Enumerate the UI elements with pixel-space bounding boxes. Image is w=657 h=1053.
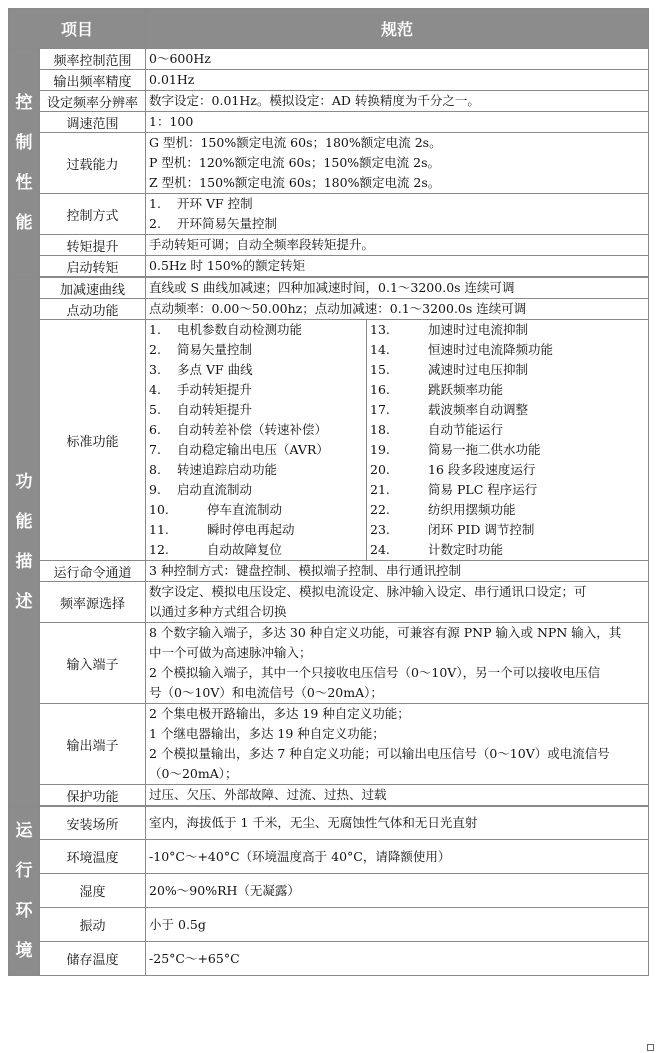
row-value: 1：100 <box>146 112 649 133</box>
line: 2 个模拟量输出，多达 7 种自定义功能；可以输出电压信号（0～10V）或电流信号 <box>149 746 610 761</box>
row-run-cmd <box>9 561 649 582</box>
item-number: 13. <box>370 322 390 337</box>
list-item <box>370 540 645 560</box>
list-item <box>370 320 645 340</box>
row-value <box>146 320 649 561</box>
group-char: 环 <box>15 901 33 921</box>
row-input-terminal <box>9 623 649 704</box>
row-label: 环境温度 <box>40 840 146 874</box>
item-number: 23. <box>370 522 390 537</box>
row-label: 运行命令通道 <box>40 561 146 582</box>
item-number: 6. <box>149 422 161 437</box>
row-output-terminal <box>9 704 649 785</box>
row-out-precision <box>9 70 649 91</box>
item-number: 12. <box>149 542 169 557</box>
item-text: 多点 VF 曲线 <box>177 362 253 377</box>
row-accel-curve <box>9 278 649 299</box>
item-text: 启动直流制动 <box>177 482 253 497</box>
item-text: 简易一拖二供水功能 <box>428 442 541 457</box>
row-label: 标准功能 <box>40 320 146 561</box>
group-char: 行 <box>15 861 33 881</box>
group-char: 控 <box>15 93 33 113</box>
item-text: 恒速时过电流降频功能 <box>428 342 554 357</box>
item-text: 自动转差补偿（转速补偿） <box>177 422 328 437</box>
item-number: 24. <box>370 542 390 557</box>
row-label: 输入端子 <box>40 623 146 704</box>
row-value: 0～600Hz <box>146 49 649 70</box>
row-label: 点动功能 <box>40 299 146 320</box>
line: 2 个模拟输入端子，其中一个只接收电压信号（0～10V），另一个可以接收电压信 <box>149 665 601 680</box>
row-freq-source <box>9 582 649 623</box>
list-item <box>149 194 645 214</box>
item-text: 16 段多段速度运行 <box>428 462 536 477</box>
row-protection <box>9 785 649 806</box>
row-label: 振动 <box>40 908 146 942</box>
spec-table <box>8 8 649 976</box>
item-number: 4. <box>149 382 161 397</box>
group-char: 描 <box>15 552 33 572</box>
list-item <box>370 360 645 380</box>
row-value: 20%～90%RH（无凝露） <box>146 874 649 908</box>
item-text: 减速时过电压抑制 <box>428 362 529 377</box>
list-item <box>370 480 645 500</box>
item-text: 计数定时功能 <box>428 542 504 557</box>
line: （0～20mA）； <box>149 766 238 781</box>
row-set-resolution <box>9 91 649 112</box>
list-item <box>149 380 363 400</box>
list-item <box>370 520 645 540</box>
row-label: 输出频率精度 <box>40 70 146 91</box>
item-text: 纺织用摆频功能 <box>428 502 516 517</box>
header-spec: 规范 <box>146 9 649 49</box>
list-item <box>149 420 363 440</box>
group-char: 述 <box>15 592 33 612</box>
row-value <box>146 194 649 235</box>
list-item <box>149 400 363 420</box>
row-install <box>9 807 649 840</box>
item-text: 瞬时停电再起动 <box>207 522 295 537</box>
row-value <box>146 623 649 704</box>
row-value: 手动转矩可调；自动全频率段转矩提升。 <box>146 235 649 256</box>
list-item <box>149 320 363 340</box>
list-item <box>370 440 645 460</box>
item-number: 10. <box>149 502 169 517</box>
item-number: 20. <box>370 462 390 477</box>
header-item: 项目 <box>9 9 146 49</box>
row-value <box>146 133 649 194</box>
item-text: 自动故障复位 <box>207 542 283 557</box>
group-char: 功 <box>15 472 33 492</box>
row-label: 输出端子 <box>40 704 146 785</box>
line: 8 个数字输入端子，多达 30 种自定义功能，可兼容有源 PNP 输入或 NPN 输入，其 <box>149 625 622 640</box>
group-environment <box>9 807 40 976</box>
item-number: 11. <box>149 522 169 537</box>
row-value: 数字设定：0.01Hz。模拟设定：AD 转换精度为千分之一。 <box>146 91 649 112</box>
row-value: 小于 0.5g <box>146 908 649 942</box>
list-item <box>149 214 645 234</box>
line: 2 个集电极开路输出，多达 19 种自定义功能； <box>149 706 410 721</box>
item-number: 16. <box>370 382 390 397</box>
row-torque-boost <box>9 235 649 256</box>
row-value: 点动频率：0.00～50.00hz；点动加减速：0.1～3200.0s 连续可调 <box>146 299 649 320</box>
item-number: 18. <box>370 422 390 437</box>
list-item <box>149 460 363 480</box>
list-item <box>149 520 363 540</box>
item-number: 5. <box>149 402 161 417</box>
list-item <box>149 340 363 360</box>
item-text: 闭环 PID 调节控制 <box>428 522 535 537</box>
line: 号（0～10V）和电流信号（0～20mA）； <box>149 685 383 700</box>
item-text: 载波频率自动调整 <box>428 402 529 417</box>
item-number: 2. <box>149 216 161 231</box>
list-item <box>370 460 645 480</box>
list-item <box>149 360 363 380</box>
row-storage <box>9 942 649 976</box>
item-text: 加速时过电流抑制 <box>428 322 529 337</box>
list-item <box>370 400 645 420</box>
row-label: 控制方式 <box>40 194 146 235</box>
row-label: 过载能力 <box>40 133 146 194</box>
group-char: 能 <box>15 213 33 233</box>
row-label: 保护功能 <box>40 785 146 806</box>
list-item <box>149 440 363 460</box>
row-label: 储存温度 <box>40 942 146 976</box>
row-control-mode <box>9 194 649 235</box>
group-function <box>9 278 40 807</box>
row-temperature <box>9 840 649 874</box>
item-number: 1. <box>149 196 161 211</box>
item-number: 15. <box>370 362 390 377</box>
line: 以通过多种方式组合切换 <box>149 604 287 619</box>
item-number: 19. <box>370 442 390 457</box>
item-text: 电机参数自动检测功能 <box>177 322 303 337</box>
row-value: -10°C～+40°C（环境温度高于 40°C，请降额使用） <box>146 840 649 874</box>
row-humidity <box>9 874 649 908</box>
row-vibration <box>9 908 649 942</box>
standard-left-column <box>146 320 367 560</box>
row-value: 直线或 S 曲线加减速；四种加减速时间，0.1～3200.0s 连续可调 <box>146 278 649 299</box>
group-char: 境 <box>15 941 33 961</box>
group-control <box>9 49 40 278</box>
row-label: 湿度 <box>40 874 146 908</box>
item-text: 自动节能运行 <box>428 422 504 437</box>
line: 中一个可做为高速脉冲输入； <box>149 645 312 660</box>
item-text: 停车直流制动 <box>207 502 283 517</box>
standard-functions-table <box>146 320 648 560</box>
list-item <box>149 540 363 560</box>
item-text: 开环 VF 控制 <box>177 196 253 211</box>
list-item <box>370 340 645 360</box>
line: 数字设定、模拟电压设定、模拟电流设定、脉冲输入设定、串行通讯口设定；可 <box>149 584 587 599</box>
row-label: 设定频率分辨率 <box>40 91 146 112</box>
row-label: 启动转矩 <box>40 256 146 277</box>
line: G 型机：150%额定电流 60s；180%额定电流 2s。 <box>149 135 442 150</box>
row-value: 室内，海拔低于 1 千米，无尘、无腐蚀性气体和无日光直射 <box>146 807 649 840</box>
item-text: 自动转矩提升 <box>177 402 253 417</box>
row-speed-range <box>9 112 649 133</box>
row-value: 0.01Hz <box>146 70 649 91</box>
row-label: 调速范围 <box>40 112 146 133</box>
row-label: 加减速曲线 <box>40 278 146 299</box>
resize-handle[interactable] <box>647 1044 654 1051</box>
item-text: 手动转矩提升 <box>177 382 253 397</box>
item-text: 跳跃频率功能 <box>428 382 504 397</box>
group-char: 性 <box>15 173 33 193</box>
item-number: 3. <box>149 362 161 377</box>
row-label: 频率控制范围 <box>40 49 146 70</box>
row-jog <box>9 299 649 320</box>
line: 1 个继电器输出，多达 19 种自定义功能； <box>149 726 385 741</box>
row-freq-range <box>9 49 649 70</box>
row-value <box>146 582 649 623</box>
row-label: 安装场所 <box>40 807 146 840</box>
item-number: 1. <box>149 322 161 337</box>
item-number: 9. <box>149 482 161 497</box>
item-number: 7. <box>149 442 161 457</box>
row-label: 转矩提升 <box>40 235 146 256</box>
item-number: 14. <box>370 342 390 357</box>
list-item <box>149 500 363 520</box>
group-char: 运 <box>15 821 33 841</box>
row-value: 0.5Hz 时 150%的额定转矩 <box>146 256 649 277</box>
row-value: 3 种控制方式：键盘控制、模拟端子控制、串行通讯控制 <box>146 561 649 582</box>
item-number: 8. <box>149 462 161 477</box>
item-text: 转速追踪启动功能 <box>177 462 278 477</box>
row-standard <box>9 320 649 561</box>
line: Z 型机：150%额定电流 60s；180%额定电流 2s。 <box>149 175 441 190</box>
item-number: 2. <box>149 342 161 357</box>
item-text: 简易 PLC 程序运行 <box>428 482 538 497</box>
row-value: -25°C～+65°C <box>146 942 649 976</box>
header-row <box>9 9 649 49</box>
item-number: 22. <box>370 502 390 517</box>
list-item <box>370 500 645 520</box>
row-value: 过压、欠压、外部故障、过流、过热、过载 <box>146 785 649 806</box>
line: P 型机：120%额定电流 60s；150%额定电流 2s。 <box>149 155 441 170</box>
standard-right-column <box>367 320 649 560</box>
group-char: 制 <box>15 133 33 153</box>
item-number: 17. <box>370 402 390 417</box>
row-label: 频率源选择 <box>40 582 146 623</box>
row-start-torque <box>9 256 649 277</box>
list-item <box>149 480 363 500</box>
list-item <box>370 380 645 400</box>
group-char: 能 <box>15 512 33 532</box>
row-value <box>146 704 649 785</box>
item-number: 21. <box>370 482 390 497</box>
row-overload <box>9 133 649 194</box>
list-item <box>370 420 645 440</box>
item-text: 开环简易矢量控制 <box>177 216 278 231</box>
item-text: 简易矢量控制 <box>177 342 253 357</box>
item-text: 自动稳定输出电压（AVR） <box>177 442 329 457</box>
